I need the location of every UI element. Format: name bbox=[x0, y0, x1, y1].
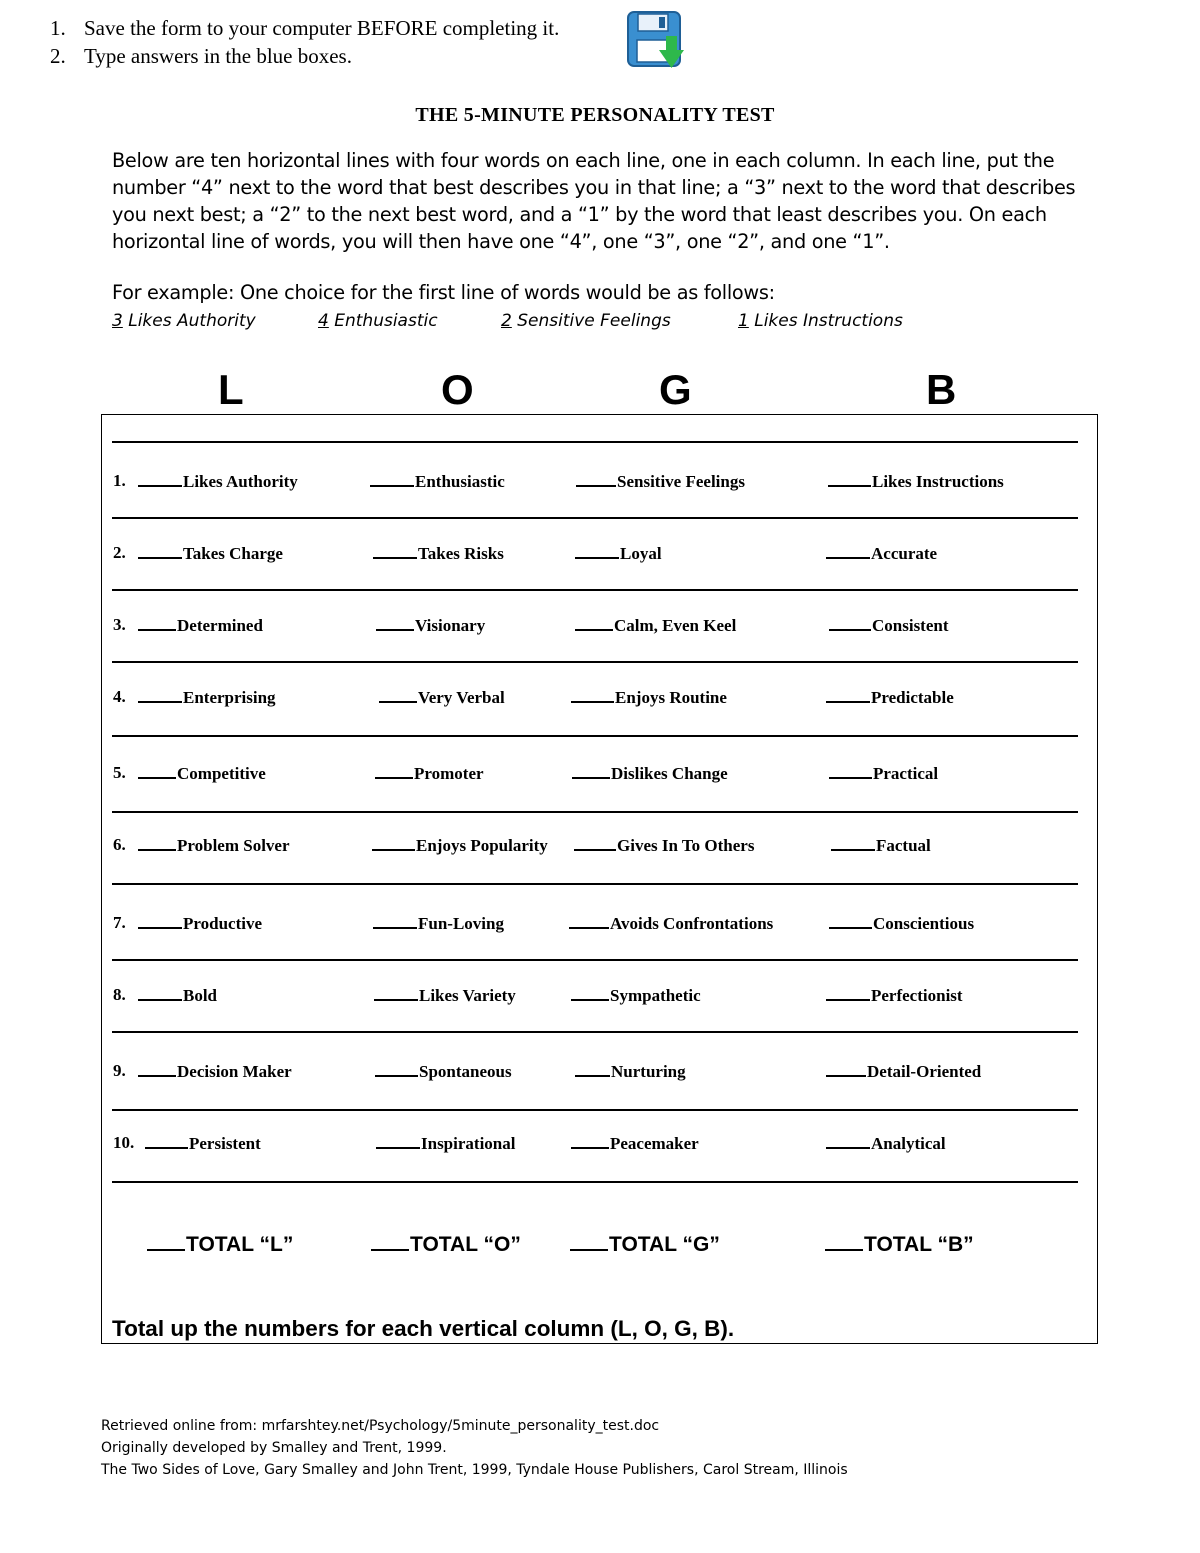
answer-item[interactable] bbox=[576, 471, 745, 492]
example-text: Likes Authority bbox=[128, 311, 256, 331]
answer-blank[interactable] bbox=[576, 471, 616, 487]
answer-blank[interactable] bbox=[145, 1133, 188, 1149]
answer-label: Decision Maker bbox=[177, 1062, 292, 1081]
answer-item[interactable] bbox=[575, 615, 736, 636]
answer-item[interactable] bbox=[375, 1061, 512, 1082]
answer-item[interactable] bbox=[829, 763, 938, 784]
answer-label: Dislikes Change bbox=[611, 764, 728, 783]
column-header-l: L bbox=[218, 366, 244, 413]
total-instruction: Total up the numbers for each vertical column (L, O, G, B). bbox=[112, 1316, 735, 1341]
answer-item[interactable] bbox=[374, 985, 516, 1006]
answer-item[interactable] bbox=[138, 543, 283, 564]
example-item bbox=[318, 311, 438, 331]
answer-item[interactable] bbox=[372, 835, 548, 856]
answer-label: Avoids Confrontations bbox=[610, 914, 774, 933]
instruction-item bbox=[50, 14, 559, 42]
instruction-number: 1. bbox=[50, 16, 66, 40]
answer-item[interactable] bbox=[831, 835, 931, 856]
answer-blank[interactable] bbox=[829, 913, 872, 929]
answer-label: Predictable bbox=[871, 688, 954, 707]
answer-blank[interactable] bbox=[375, 763, 413, 779]
answer-blank[interactable] bbox=[138, 471, 182, 487]
answer-label: Inspirational bbox=[421, 1134, 516, 1153]
total-label: TOTAL “L” bbox=[186, 1233, 294, 1256]
answer-item[interactable] bbox=[828, 471, 1004, 492]
answer-item[interactable] bbox=[373, 913, 504, 934]
row-number: 2. bbox=[113, 543, 126, 562]
answer-label: Analytical bbox=[871, 1134, 946, 1153]
answer-label: Sympathetic bbox=[610, 986, 701, 1005]
row-number: 9. bbox=[113, 1061, 126, 1080]
answer-item[interactable] bbox=[826, 687, 954, 708]
answer-label: Factual bbox=[876, 836, 931, 855]
answer-label: Problem Solver bbox=[177, 836, 290, 855]
answer-blank[interactable] bbox=[569, 913, 609, 929]
answer-item[interactable] bbox=[826, 543, 937, 564]
row-divider bbox=[112, 959, 1078, 961]
row-number: 8. bbox=[113, 985, 126, 1004]
example-text: Likes Instructions bbox=[754, 311, 903, 331]
answer-item[interactable] bbox=[572, 763, 728, 784]
answer-blank[interactable] bbox=[376, 1133, 420, 1149]
total-label: TOTAL “O” bbox=[410, 1233, 521, 1256]
answer-blank[interactable] bbox=[138, 763, 176, 779]
column-header-b: B bbox=[926, 366, 957, 413]
footer-line: Retrieved online from: mrfarshtey.net/Psychology/5minute_personality_test.doc bbox=[101, 1418, 660, 1434]
answer-blank[interactable] bbox=[571, 985, 609, 1001]
row-divider bbox=[112, 517, 1078, 519]
answer-blank[interactable] bbox=[575, 615, 613, 631]
answer-blank[interactable] bbox=[373, 543, 417, 559]
answer-blank[interactable] bbox=[572, 763, 610, 779]
answer-label: Enjoys Popularity bbox=[416, 836, 548, 855]
answer-label: Competitive bbox=[177, 764, 266, 783]
answer-item[interactable] bbox=[138, 687, 276, 708]
answer-label: Determined bbox=[177, 616, 263, 635]
answer-blank[interactable] bbox=[138, 985, 182, 1001]
total-g[interactable] bbox=[570, 1232, 720, 1257]
column-header-g: G bbox=[659, 366, 692, 413]
answer-label: Perfectionist bbox=[871, 986, 963, 1005]
answer-item[interactable] bbox=[145, 1133, 261, 1154]
row-number: 7. bbox=[113, 913, 126, 932]
answer-label: Detail-Oriented bbox=[867, 1062, 982, 1081]
answer-label: Peacemaker bbox=[610, 1134, 699, 1153]
example-item bbox=[501, 311, 671, 331]
answer-label: Likes Variety bbox=[419, 986, 516, 1005]
answer-item[interactable] bbox=[826, 1133, 946, 1154]
answer-blank[interactable] bbox=[826, 1133, 870, 1149]
answer-item[interactable] bbox=[375, 763, 484, 784]
answer-item[interactable] bbox=[373, 543, 504, 564]
answer-item[interactable] bbox=[370, 471, 505, 492]
answer-item[interactable] bbox=[571, 985, 701, 1006]
row-divider bbox=[112, 661, 1078, 663]
column-header-o: O bbox=[441, 366, 474, 413]
answer-item[interactable] bbox=[826, 985, 963, 1006]
row-divider bbox=[112, 1181, 1078, 1183]
example-number: 3 bbox=[112, 311, 123, 331]
total-label: TOTAL “B” bbox=[864, 1233, 974, 1256]
answer-blank[interactable] bbox=[574, 835, 616, 851]
answer-label: Productive bbox=[183, 914, 263, 933]
answer-label: Very Verbal bbox=[418, 688, 505, 707]
answer-item[interactable] bbox=[829, 913, 974, 934]
row-divider bbox=[112, 441, 1078, 443]
row-number: 3. bbox=[113, 615, 126, 634]
answer-item[interactable] bbox=[376, 615, 485, 636]
answer-blank[interactable] bbox=[831, 835, 875, 851]
total-l[interactable] bbox=[147, 1232, 293, 1257]
answer-item[interactable] bbox=[379, 687, 505, 708]
answer-item[interactable] bbox=[138, 985, 217, 1006]
answer-label: Accurate bbox=[871, 544, 938, 563]
answer-item[interactable] bbox=[829, 615, 949, 636]
answer-label: Sensitive Feelings bbox=[617, 472, 745, 491]
footer-citation bbox=[101, 1415, 848, 1481]
answer-label: Calm, Even Keel bbox=[614, 616, 737, 635]
answer-label: Likes Instructions bbox=[872, 472, 1004, 491]
answer-label: Loyal bbox=[620, 544, 662, 563]
row-divider bbox=[112, 811, 1078, 813]
answer-item[interactable] bbox=[575, 543, 662, 564]
answer-blank[interactable] bbox=[370, 471, 414, 487]
footer-line: The Two Sides of Love, Gary Smalley and John Trent, 1999, Tyndale House Publishers, Carol Stream, Illinois bbox=[101, 1462, 848, 1478]
answer-label: Enterprising bbox=[183, 688, 276, 707]
row-divider bbox=[112, 1109, 1078, 1111]
answer-item[interactable] bbox=[826, 1061, 981, 1082]
answer-label: Bold bbox=[183, 986, 218, 1005]
answer-label: Consistent bbox=[872, 616, 949, 635]
answer-blank[interactable] bbox=[374, 985, 418, 1001]
instruction-text: Save the form to your computer BEFORE completing it. bbox=[84, 16, 560, 40]
answer-item[interactable] bbox=[138, 471, 298, 492]
row-divider bbox=[112, 883, 1078, 885]
example-lead: For example: One choice for the first line of words would be as follows: bbox=[112, 281, 775, 304]
answer-blank[interactable] bbox=[138, 543, 182, 559]
row-number: 6. bbox=[113, 835, 126, 854]
answer-blank[interactable] bbox=[575, 543, 619, 559]
answer-item[interactable] bbox=[571, 687, 727, 708]
answer-item[interactable] bbox=[569, 913, 773, 934]
footer-line: Originally developed by Smalley and Trent, 1999. bbox=[101, 1440, 447, 1456]
answer-blank[interactable] bbox=[826, 1061, 866, 1077]
answer-blank[interactable] bbox=[829, 763, 872, 779]
example-text: Enthusiastic bbox=[334, 311, 438, 331]
answer-blank[interactable] bbox=[138, 835, 176, 851]
answer-label: Takes Charge bbox=[183, 544, 283, 563]
answer-label: Conscientious bbox=[873, 914, 975, 933]
answer-label: Promoter bbox=[414, 764, 484, 783]
example-item bbox=[738, 311, 903, 331]
intro-paragraph: Below are ten horizontal lines with four words on each line, one in each column. In each line, put the number “4” next to the word that best describes you in that line; a “3” next to the word that describes you next best; a “2” to the next best word, and a “1” by the word that least describes you. On each horizontal line of words, you will then have one “4”, one “3”, one “2”, and one “1”. bbox=[112, 149, 1076, 253]
answer-item[interactable] bbox=[376, 1133, 515, 1154]
answer-blank[interactable] bbox=[828, 471, 871, 487]
answer-label: Takes Risks bbox=[418, 544, 504, 563]
total-o[interactable] bbox=[371, 1232, 521, 1257]
answer-blank[interactable] bbox=[829, 615, 871, 631]
form-instructions bbox=[50, 14, 559, 70]
answer-label: Nurturing bbox=[611, 1062, 686, 1081]
answer-blank[interactable] bbox=[373, 913, 417, 929]
row-divider bbox=[112, 589, 1078, 591]
answer-label: Enthusiastic bbox=[415, 472, 505, 491]
page-title: THE 5-MINUTE PERSONALITY TEST bbox=[415, 104, 775, 126]
answer-blank[interactable] bbox=[375, 1061, 418, 1077]
row-number: 4. bbox=[113, 687, 126, 706]
instruction-text: Type answers in the blue boxes. bbox=[84, 44, 352, 68]
row-number: 5. bbox=[113, 763, 126, 782]
answer-blank[interactable] bbox=[571, 1133, 609, 1149]
answer-label: Spontaneous bbox=[419, 1062, 512, 1081]
answer-label: Persistent bbox=[189, 1134, 261, 1153]
floppy-disk-download-icon[interactable] bbox=[626, 10, 686, 70]
total-blank[interactable] bbox=[147, 1232, 185, 1251]
answer-label: Practical bbox=[873, 764, 939, 783]
example-number: 4 bbox=[318, 311, 329, 331]
answer-item[interactable] bbox=[138, 1061, 292, 1082]
answer-label: Fun-Loving bbox=[418, 914, 504, 933]
answer-blank[interactable] bbox=[138, 687, 182, 703]
row-number: 10. bbox=[113, 1133, 135, 1152]
answer-label: Gives In To Others bbox=[617, 836, 755, 855]
example-number: 2 bbox=[501, 311, 512, 331]
row-divider bbox=[112, 735, 1078, 737]
row-number: 1. bbox=[113, 471, 126, 490]
answer-label: Likes Authority bbox=[183, 472, 298, 491]
total-label: TOTAL “G” bbox=[609, 1233, 720, 1256]
answer-blank[interactable] bbox=[376, 615, 414, 631]
answer-blank[interactable] bbox=[138, 615, 176, 631]
total-b[interactable] bbox=[825, 1232, 974, 1257]
answer-item[interactable] bbox=[138, 615, 263, 636]
answer-item[interactable] bbox=[574, 835, 754, 856]
answer-blank[interactable] bbox=[138, 1061, 176, 1077]
example-item bbox=[112, 311, 256, 331]
answer-item[interactable] bbox=[575, 1061, 686, 1082]
answer-label: Visionary bbox=[415, 616, 486, 635]
answer-item[interactable] bbox=[138, 763, 266, 784]
answer-blank[interactable] bbox=[575, 1061, 610, 1077]
instruction-number: 2. bbox=[50, 44, 66, 68]
example-number: 1 bbox=[738, 311, 749, 331]
answer-item[interactable] bbox=[138, 835, 290, 856]
answer-label: Enjoys Routine bbox=[615, 688, 727, 707]
answer-blank[interactable] bbox=[379, 687, 417, 703]
answer-blank[interactable] bbox=[372, 835, 415, 851]
total-blank[interactable] bbox=[371, 1232, 409, 1251]
total-blank[interactable] bbox=[825, 1232, 863, 1251]
example-text: Sensitive Feelings bbox=[517, 311, 671, 331]
row-divider bbox=[112, 1031, 1078, 1033]
answer-item[interactable] bbox=[138, 913, 262, 934]
answer-blank[interactable] bbox=[826, 985, 870, 1001]
total-blank[interactable] bbox=[570, 1232, 608, 1251]
answer-blank[interactable] bbox=[571, 687, 614, 703]
answer-blank[interactable] bbox=[826, 687, 870, 703]
answer-blank[interactable] bbox=[826, 543, 870, 559]
answer-blank[interactable] bbox=[138, 913, 182, 929]
answer-item[interactable] bbox=[571, 1133, 699, 1154]
instruction-item bbox=[50, 42, 559, 70]
